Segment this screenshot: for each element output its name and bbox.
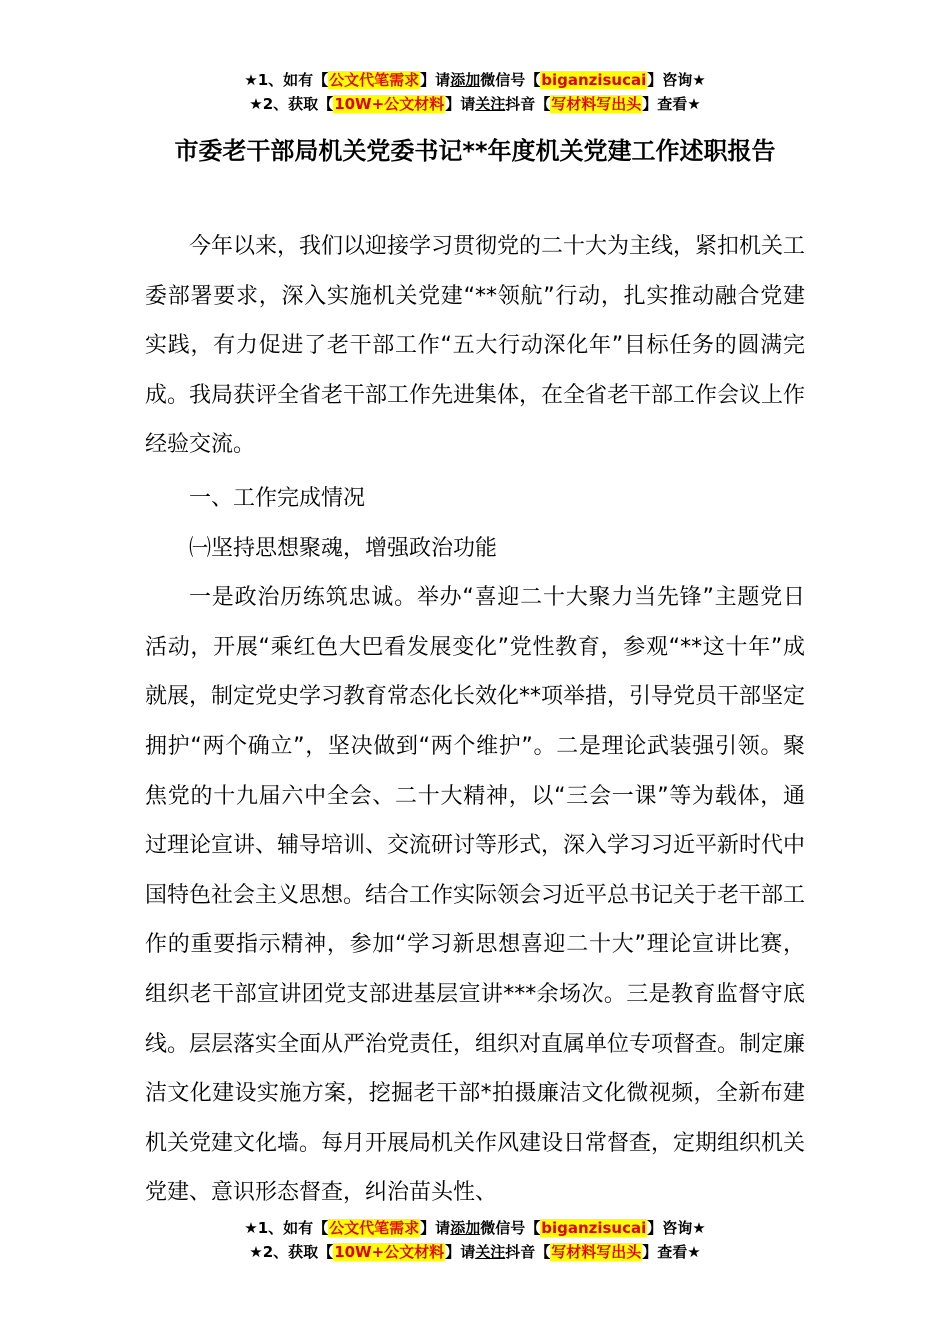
- promo-highlight-materials: 10W+公文材料: [334, 95, 445, 113]
- promo-highlight-wechat-id: biganzisucai: [541, 71, 647, 89]
- section-heading: 一、工作完成情况: [189, 485, 366, 511]
- subsection-heading: ㈠坚持思想聚魂，增强政治功能: [189, 535, 498, 561]
- promo-line-1: ★1、如有【公文代笔需求】请添加微信号【biganzisucai】咨询★: [244, 1219, 706, 1237]
- promo-highlight-douyin: 写材料写出头: [551, 1243, 642, 1261]
- document-body: [145, 222, 805, 1218]
- promo-line-1: ★1、如有【公文代笔需求】请添加微信号【biganzisucai】咨询★: [244, 71, 706, 89]
- promo-highlight-service: 公文代笔需求: [329, 71, 420, 89]
- promo-line-2: ★2、获取【10W+公文材料】请关注抖音【写材料写出头】查看★: [249, 95, 701, 113]
- promo-highlight-douyin: 写材料写出头: [551, 95, 642, 113]
- intro-paragraph: 今年以来，我们以迎接学习贯彻党的二十大为主线，紧扣机关工委部署要求，深入实施机关党建“**领航”行动，扎实推动融合党建实践，有力促进了老干部工作“五大行动深化年”目标任务的圆满完成。我局获评全省老干部工作先进集体，在全省老干部工作会议上作经验交流。: [145, 234, 806, 458]
- bottom-promo-banner: [0, 1216, 950, 1264]
- promo-highlight-materials: 10W+公文材料: [334, 1243, 445, 1261]
- promo-highlight-service: 公文代笔需求: [329, 1219, 420, 1237]
- promo-line-2: ★2、获取【10W+公文材料】请关注抖音【写材料写出头】查看★: [249, 1243, 701, 1261]
- body-paragraph: 一是政治历练筑忠诚。举办“喜迎二十大聚力当先锋”主题党日活动，开展“乘红色大巴看发展变化”党性教育，参观“**这十年”成就展，制定党史学习教育常态化长效化**项举措，引导党员干部坚定拥护“两个确立”，坚决做到“两个维护”。二是理论武装强引领。聚焦党的十九届六中全会、二十大精神，以“三会一课”等为载体，通过理论宣讲、辅导培训、交流研讨等形式，深入学习习近平新时代中国特色社会主义思想。结合工作实际领会习近平总书记关于老干部工作的重要指示精神，参加“学习新思想喜迎二十大”理论宣讲比赛，组织老干部宣讲团党支部进基层宣讲***余场次。三是教育监督守底线。层层落实全面从严治党责任，组织对直属单位专项督查。制定廉洁文化建设实施方案，挖掘老干部*拍摄廉洁文化微视频，全新布建机关党建文化墙。每月开展局机关作风建设日常督查，定期组织机关党建、意识形态督查，纠治苗头性、: [145, 585, 806, 1206]
- document-title: 市委老干部局机关党委书记**年度机关党建工作述职报告: [174, 137, 776, 165]
- top-promo-banner: [0, 68, 950, 116]
- promo-highlight-wechat-id: biganzisucai: [541, 1219, 647, 1237]
